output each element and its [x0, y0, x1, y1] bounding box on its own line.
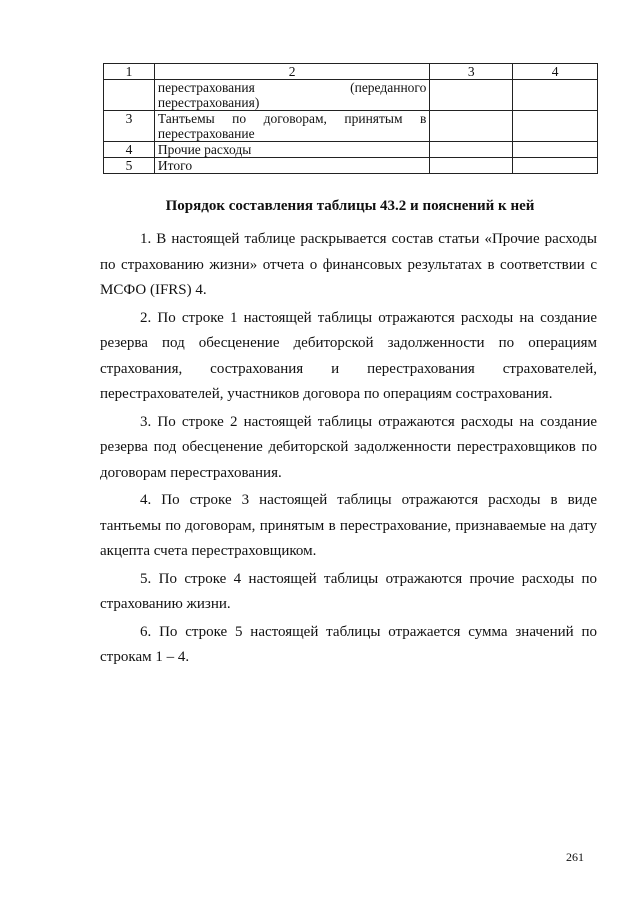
table-row: [104, 158, 598, 174]
paragraph: 1. В настоящей таблице раскрывается состав статьи «Прочие расходы по страхованию жизни» отчета о финансовых результатах в соответствии с МСФО (IFRS) 4.: [100, 231, 597, 298]
expenses-table: [103, 63, 598, 174]
paragraph: 2. По строке 1 настоящей таблицы отражаются расходы на создание резерва под обесценение дебиторской задолженности по операциям страхования, сострахования и перестрахования страхователей, перестрахователей, участников договора по операциям сострахования.: [100, 309, 597, 402]
paragraph: 6. По строке 5 настоящей таблицы отражается сумма значений по строкам 1 – 4.: [100, 623, 597, 665]
row-text-line: Тантьемы по договорам, принятым в: [157, 111, 427, 126]
explanation-text: [100, 227, 597, 673]
row-text-line: перестрахования (переданного: [157, 80, 427, 95]
section-heading: Порядок составления таблицы 43.2 и пояснений к ней: [165, 198, 535, 214]
row-value-cell-3: [430, 158, 513, 174]
row-value-cell-4: [513, 158, 598, 174]
row-text-line: перестрахования): [157, 95, 260, 110]
row-number-cell: 3: [104, 111, 155, 142]
table-row: [104, 80, 598, 111]
header-cell-3: 3: [430, 64, 513, 80]
paragraph: 3. По строке 2 настоящей таблицы отражаются расходы на создание резерва под обесценение дебиторской задолженности перестраховщиков по договорам перестрахования.: [100, 413, 597, 481]
row-text-cell: Итого: [154, 158, 430, 174]
row-value-cell-3: [430, 111, 513, 142]
header-cell-2: 2: [154, 64, 430, 80]
row-value-cell-4: [513, 142, 598, 158]
row-number-cell: [104, 80, 155, 111]
paragraph: 4. По строке 3 настоящей таблицы отражаются расходы в виде тантьемы по договорам, принятым в перестрахование, признаваемые на дату акцепта счета перестраховщиком.: [100, 492, 597, 559]
row-value-cell-3: [430, 142, 513, 158]
row-text-cell: [154, 111, 430, 142]
row-number-cell: 5: [104, 158, 155, 174]
row-text-cell: [154, 80, 430, 111]
row-value-cell-3: [430, 80, 513, 111]
header-cell-1: 1: [104, 64, 155, 80]
row-text-line: перестрахование: [157, 126, 255, 141]
page-number: 261: [566, 850, 584, 864]
table-row: [104, 142, 598, 158]
header-cell-4: 4: [513, 64, 598, 80]
table-header-row: [104, 64, 598, 80]
row-number-cell: 4: [104, 142, 155, 158]
row-value-cell-4: [513, 111, 598, 142]
row-text-cell: Прочие расходы: [154, 142, 430, 158]
table-row: [104, 111, 598, 142]
row-value-cell-4: [513, 80, 598, 111]
paragraph: 5. По строке 4 настоящей таблицы отражаются прочие расходы по страхованию жизни.: [100, 570, 597, 612]
